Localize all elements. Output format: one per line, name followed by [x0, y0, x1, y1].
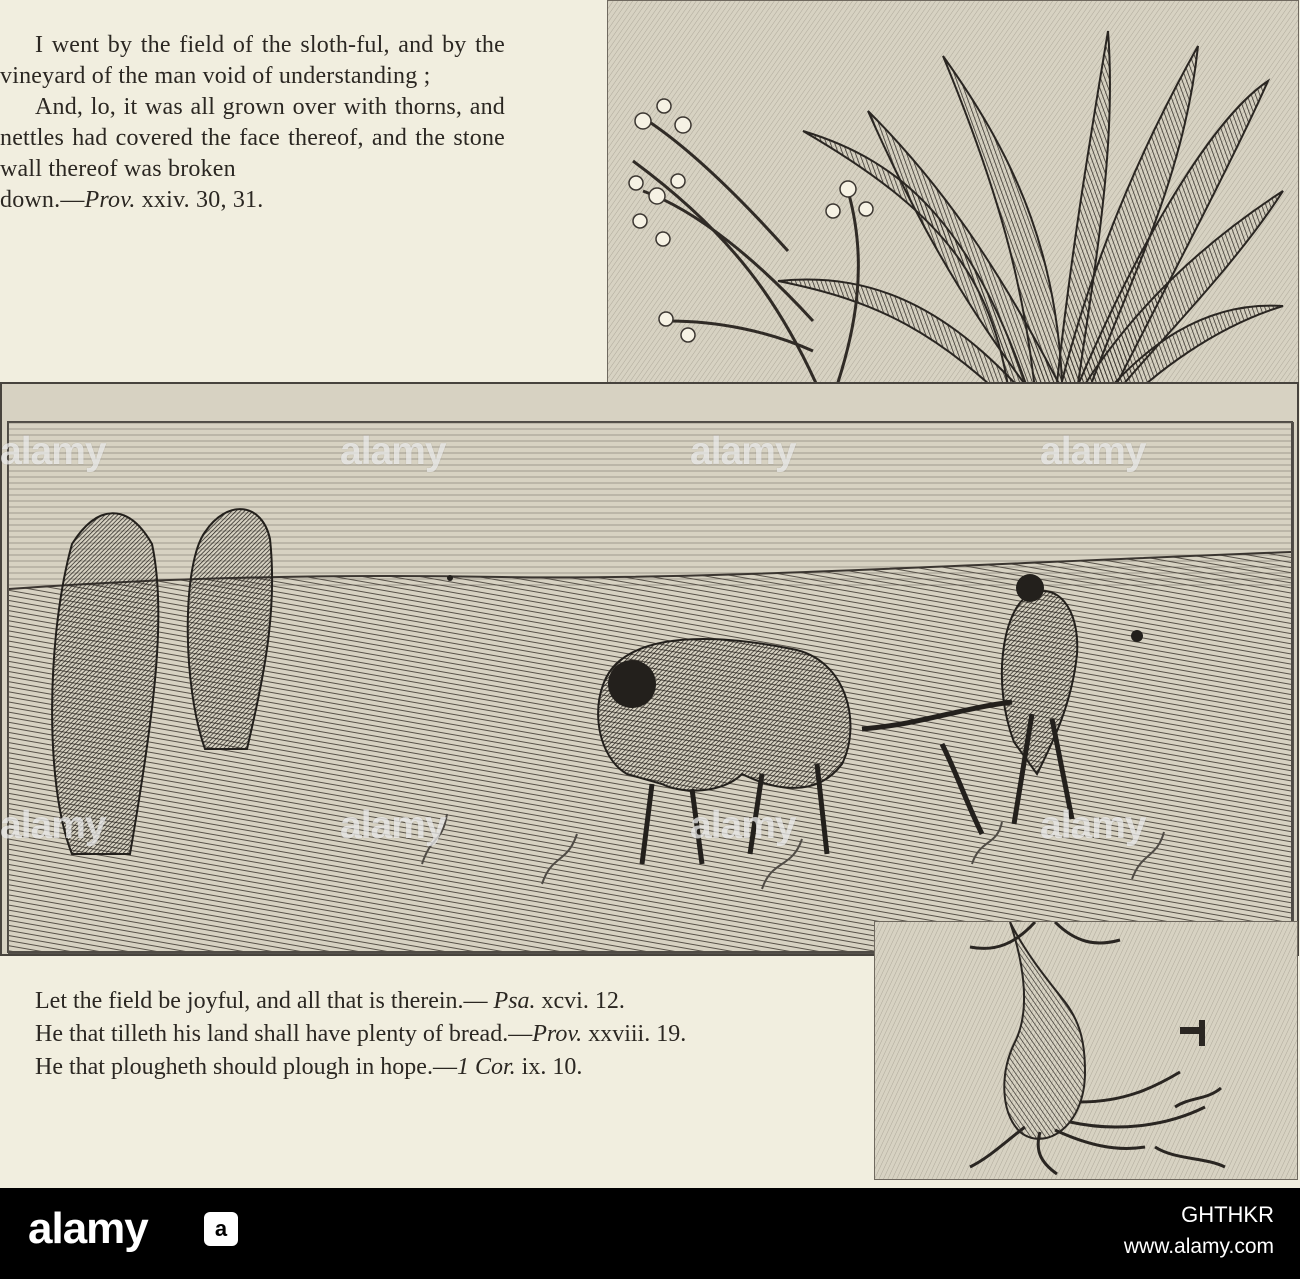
verse-reference-number: ix. 10. [515, 1054, 583, 1080]
verse-reference-number: xxviii. 19. [582, 1021, 687, 1047]
verse-reference: Psa. [493, 988, 536, 1014]
verse-paragraph: I went by the field of the sloth-ful, and by the vineyard of the man void of understanding ; [0, 32, 505, 89]
watermark: alamy [690, 430, 796, 473]
verse-text: He that plougheth should plough in hope.— [35, 1054, 457, 1080]
plant-illustration [607, 0, 1299, 422]
watermark: alamy [340, 804, 446, 847]
watermark: alamy [690, 804, 796, 847]
bulb-illustration-svg [875, 922, 1297, 1179]
watermark: alamy [1040, 430, 1146, 473]
stock-footer [0, 1188, 1300, 1279]
watermark: alamy [340, 430, 446, 473]
verse-tail-text: down.— [0, 187, 85, 213]
verse-line-1 [0, 985, 760, 1018]
top-verse-block [0, 30, 505, 216]
verse-reference: 1 Cor. [456, 1054, 516, 1080]
verse-paragraph: And, lo, it was all grown over with thorns, and nettles had covered the face thereof, and the stone wall thereof was broken [0, 94, 505, 182]
watermark: alamy [0, 804, 106, 847]
image-meta [1124, 1199, 1274, 1263]
image-id: GHTHKR [1181, 1202, 1274, 1227]
verse-reference: Prov. [84, 187, 136, 213]
verse-reference-number: xxiv. 30, 31. [135, 187, 264, 213]
plant-illustration-svg [608, 1, 1298, 421]
verse-tail [0, 185, 505, 216]
field-illustration [0, 382, 1299, 956]
watermark: alamy [0, 430, 106, 473]
verse-text: Let the field be joyful, and all that is therein.— [35, 988, 488, 1014]
scene-border [8, 422, 1294, 954]
verse-reference: Prov. [532, 1021, 583, 1047]
verse-reference-number: xcvi. 12. [535, 988, 625, 1014]
bulb-illustration [874, 921, 1298, 1180]
watermark: alamy [1040, 804, 1146, 847]
verse-line-2 [0, 1018, 760, 1051]
bottom-verse-block [0, 985, 760, 1084]
verse-text: He that tilleth his land shall have plenty of bread.— [35, 1021, 533, 1047]
alamy-logo: alamy [28, 1204, 148, 1253]
site-url: www.alamy.com [1123, 1235, 1274, 1258]
verse-line-3 [0, 1051, 760, 1084]
alamy-mark: a [204, 1212, 238, 1246]
